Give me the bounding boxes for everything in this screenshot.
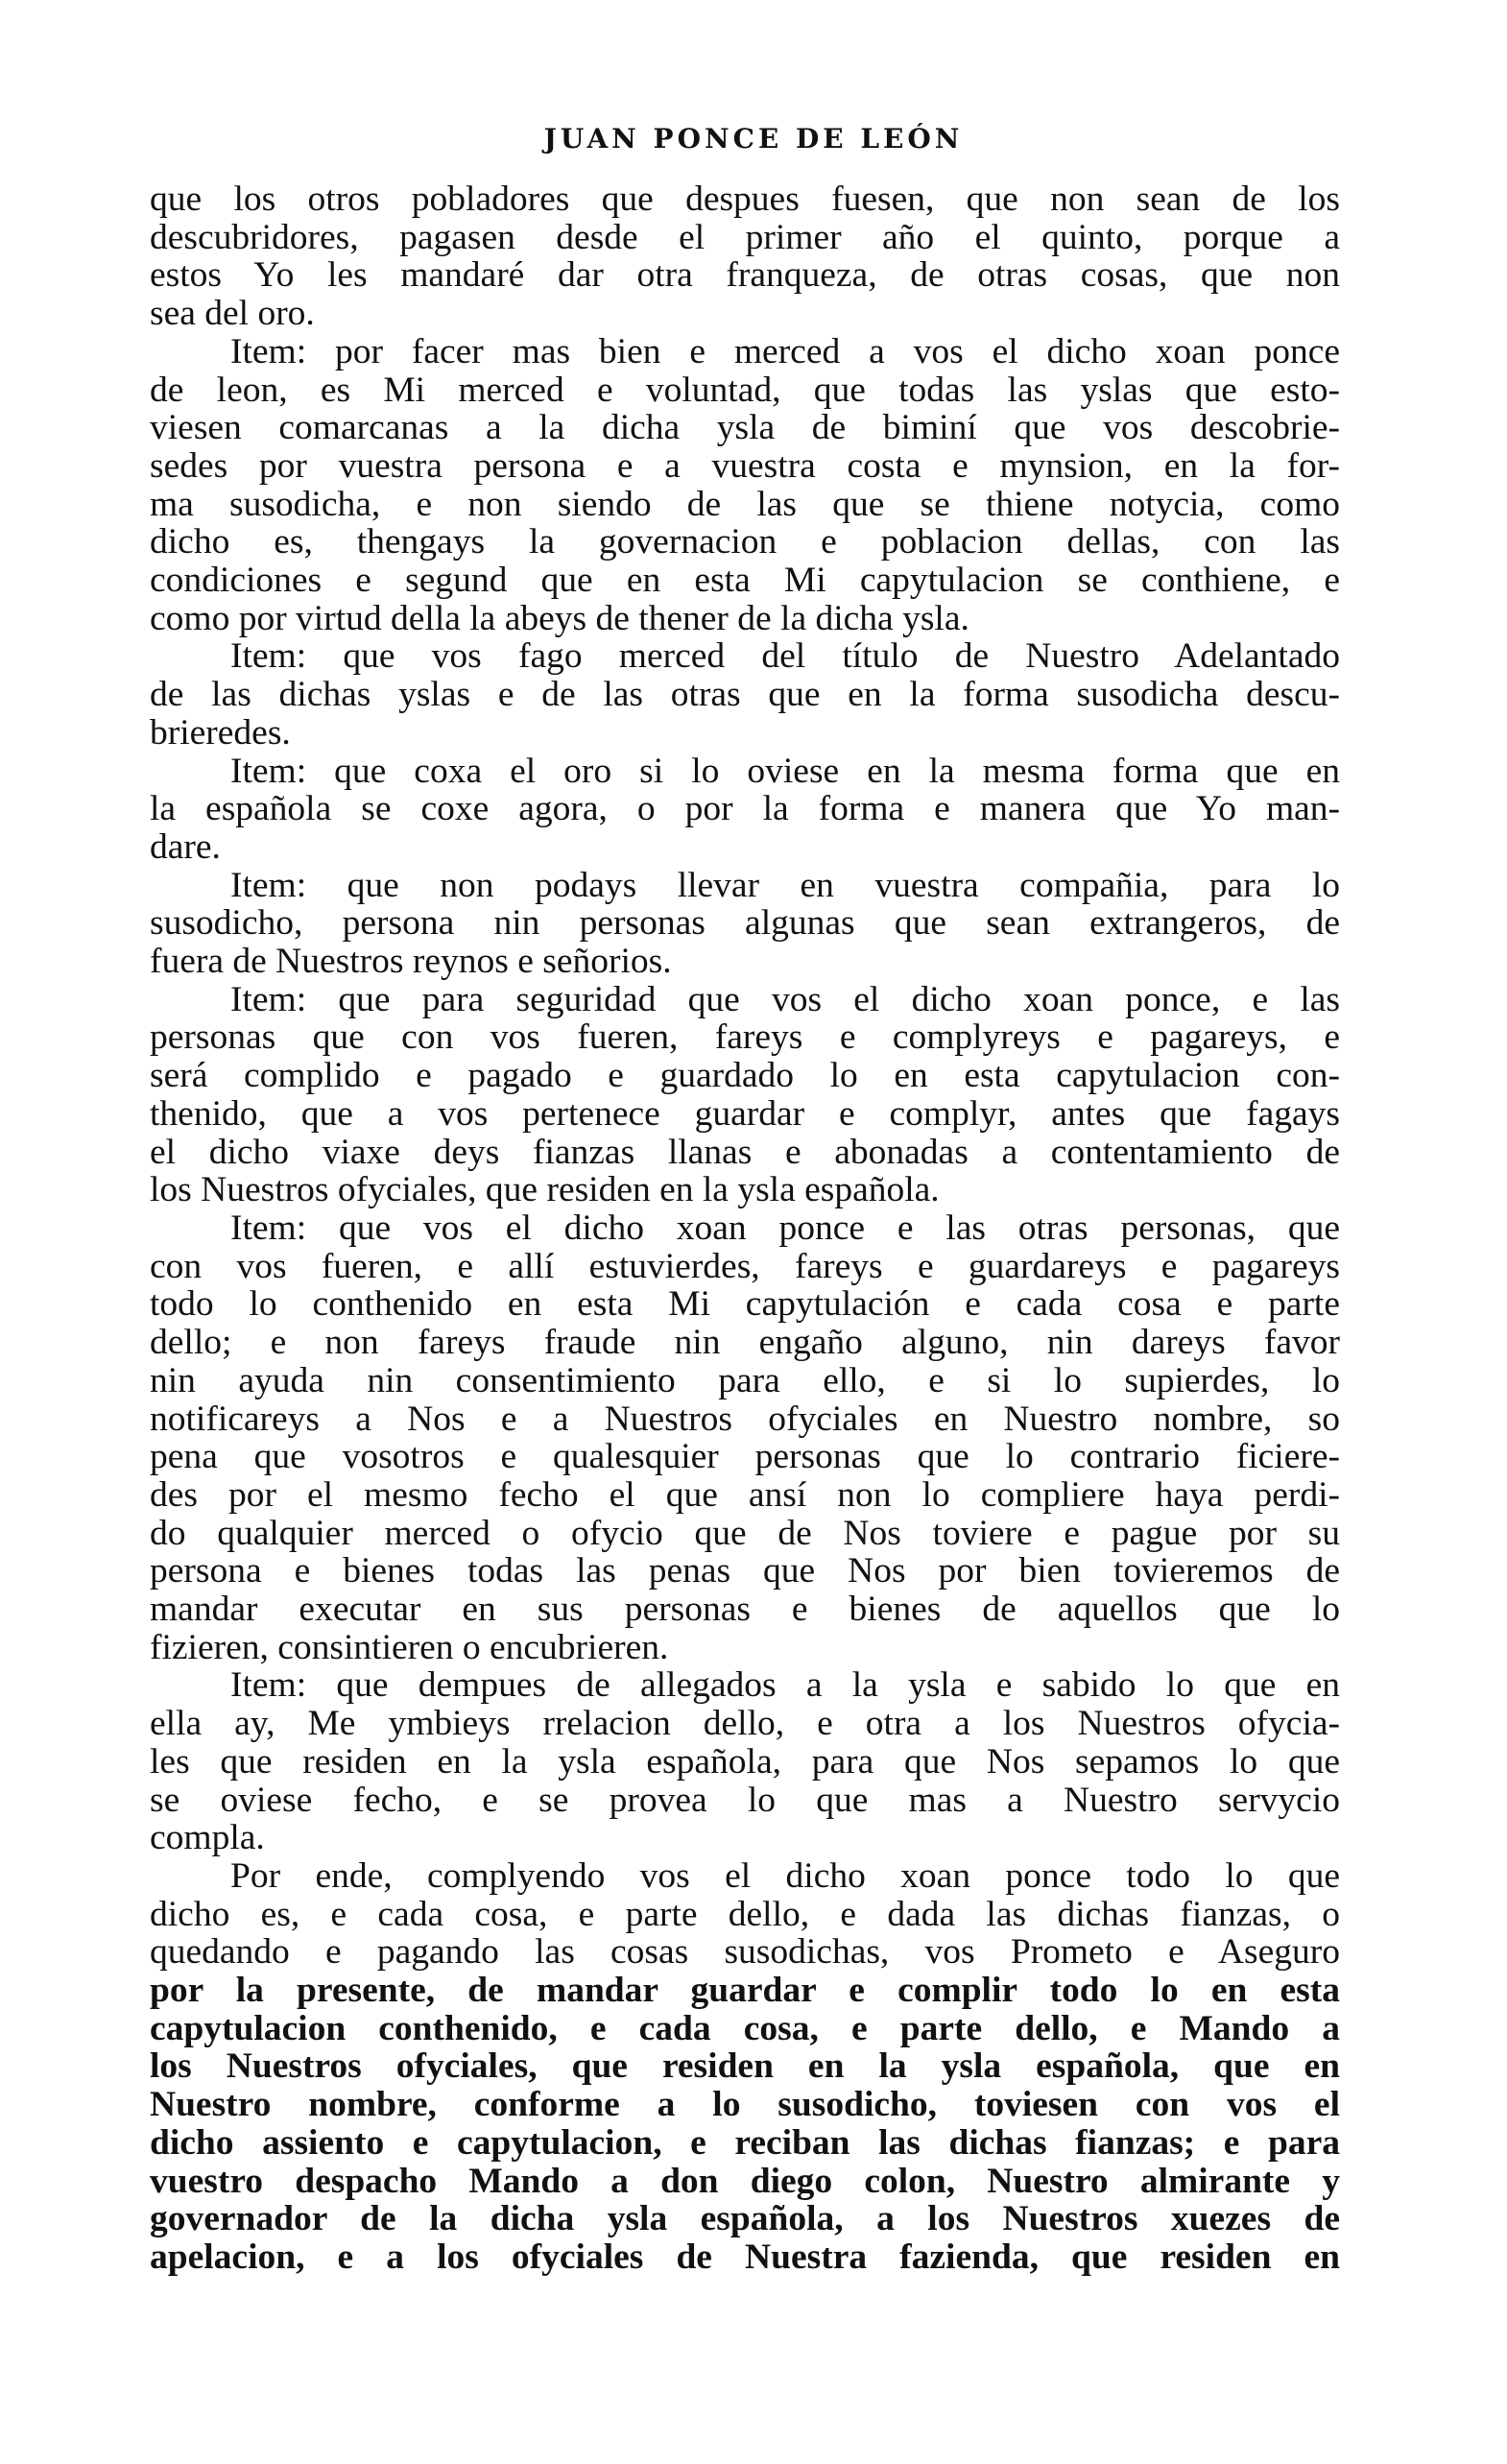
text-line: Item: que para seguridad que vos el dicho xoan ponce, e las bbox=[230, 979, 1340, 1019]
text-line: Item: que non podays llevar en vuestra compañia, para lo bbox=[230, 865, 1340, 905]
text-line: Nuestro nombre, conforme a lo susodicho, toviesen con vos el bbox=[150, 2085, 1340, 2125]
text-line: notificareys a Nos e a Nuestros ofyciales en Nuestro nombre, so bbox=[150, 1399, 1340, 1439]
text-line: el dicho viaxe deys fianzas llanas e abonadas a contentamiento de bbox=[150, 1132, 1340, 1172]
text-line: Item: que coxa el oro si lo oviese en la mesma forma que en bbox=[230, 751, 1340, 791]
text-line: sedes por vuestra persona e a vuestra costa e mynsion, en la for- bbox=[150, 445, 1340, 486]
text-line: mandar executar en sus personas e bienes de aquellos que lo bbox=[150, 1590, 1340, 1630]
text-line: los Nuestros ofyciales, que residen en la ysla española. bbox=[150, 1170, 940, 1210]
text-line: thenido, que a vos pertenece guardar e complyr, antes que fagays bbox=[150, 1093, 1340, 1134]
text-line: la española se coxe agora, o por la forma e manera que Yo man- bbox=[150, 789, 1340, 829]
text-line: Item: que vos fago merced del título de Nuestro Adelantado bbox=[230, 636, 1340, 677]
text-line: Item: que vos el dicho xoan ponce e las otras personas, que bbox=[230, 1208, 1340, 1248]
text-line: sea del oro. bbox=[150, 294, 315, 334]
text-line: por la presente, de mandar guardar e complir todo lo en esta bbox=[150, 1971, 1340, 2011]
text-line: fuera de Nuestros reynos e señorios. bbox=[150, 942, 672, 982]
text-line: governador de la dicha ysla española, a los Nuestros xuezes de bbox=[150, 2199, 1340, 2239]
text-line: con vos fueren, e allí estuvierdes, fareys e guardareys e pagareys bbox=[150, 1246, 1340, 1286]
text-line: les que residen en la ysla española, para que Nos sepamos lo que bbox=[150, 1741, 1340, 1782]
text-line: ma susodicha, e non siendo de las que se thiene notycia, como bbox=[150, 484, 1340, 524]
running-head: JUAN PONCE DE LEÓN bbox=[543, 123, 964, 155]
body-text bbox=[150, 180, 1340, 2277]
text-line: persona e bienes todas las penas que Nos por bien tovieremos de bbox=[150, 1551, 1340, 1591]
text-line: como por virtud della la abeys de thener de la dicha ysla. bbox=[150, 598, 969, 638]
text-line: vuestro despacho Mando a don diego colon, Nuestro almirante y bbox=[150, 2161, 1340, 2201]
text-line: dare. bbox=[150, 826, 221, 867]
text-line: compla. bbox=[150, 1818, 265, 1858]
text-line: personas que con vos fueren, fareys e complyreys e pagareys, e bbox=[150, 1017, 1340, 1058]
text-line: des por el mesmo fecho el que ansí non lo compliere haya perdi- bbox=[150, 1474, 1340, 1515]
text-line: dicho assiento e capytulacion, e reciban las dichas fianzas; e para bbox=[150, 2122, 1340, 2163]
text-line: fizieren, consintieren o encubrieren. bbox=[150, 1627, 669, 1667]
text-line: dello; e non fareys fraude nin engaño alguno, nin dareys favor bbox=[150, 1323, 1340, 1363]
text-line: apelacion, e a los ofyciales de Nuestra fazienda, que residen en bbox=[150, 2237, 1340, 2277]
text-line: susodicho, persona nin personas algunas que sean extrangeros, de bbox=[150, 903, 1340, 944]
text-line: los Nuestros ofyciales, que residen en la ysla española, que en bbox=[150, 2046, 1340, 2087]
text-line: será complido e pagado e guardado lo en esta capytulacion con- bbox=[150, 1056, 1340, 1096]
text-line: nin ayuda nin consentimiento para ello, e si lo supierdes, lo bbox=[150, 1360, 1340, 1400]
text-line: pena que vosotros e qualesquier personas que lo contrario ficiere- bbox=[150, 1437, 1340, 1477]
text-line: se oviese fecho, e se provea lo que mas a Nuestro servycio bbox=[150, 1780, 1340, 1820]
text-line: dicho es, thengays la governacion e poblacion dellas, con las bbox=[150, 522, 1340, 562]
text-line: de las dichas yslas e de las otras que en la forma susodicha descu- bbox=[150, 675, 1340, 715]
text-line: Item: por facer mas bien e merced a vos el dicho xoan ponce bbox=[230, 331, 1340, 371]
text-line: todo lo conthenido en esta Mi capytulación e cada cosa e parte bbox=[150, 1284, 1340, 1325]
text-line: condiciones e segund que en esta Mi capytulacion se conthiene, e bbox=[150, 561, 1340, 601]
text-line: Item: que dempues de allegados a la ysla e sabido lo que en bbox=[230, 1665, 1340, 1706]
text-line: dicho es, e cada cosa, e parte dello, e dada las dichas fianzas, o bbox=[150, 1894, 1340, 1934]
text-line: capytulacion conthenido, e cada cosa, e parte dello, e Mando a bbox=[150, 2008, 1340, 2048]
text-line: viesen comarcanas a la dicha ysla de biminí que vos descobrie- bbox=[150, 408, 1340, 448]
text-line: estos Yo les mandaré dar otra franqueza, de otras cosas, que non bbox=[150, 255, 1340, 296]
text-line: que los otros pobladores que despues fuesen, que non sean de los bbox=[150, 179, 1340, 219]
text-line: brieredes. bbox=[150, 712, 291, 753]
text-line: do qualquier merced o ofycio que de Nos toviere e pague por su bbox=[150, 1513, 1340, 1553]
text-line: Por ende, complyendo vos el dicho xoan ponce todo lo que bbox=[230, 1855, 1340, 1896]
text-line: quedando e pagando las cosas susodichas, vos Prometo e Aseguro bbox=[150, 1932, 1340, 1973]
text-line: de leon, es Mi merced e voluntad, que todas las yslas que esto- bbox=[150, 370, 1340, 410]
text-line: ella ay, Me ymbieys rrelacion dello, e otra a los Nuestros ofycia- bbox=[150, 1704, 1340, 1744]
text-line: descubridores, pagasen desde el primer año el quinto, porque a bbox=[150, 217, 1340, 257]
